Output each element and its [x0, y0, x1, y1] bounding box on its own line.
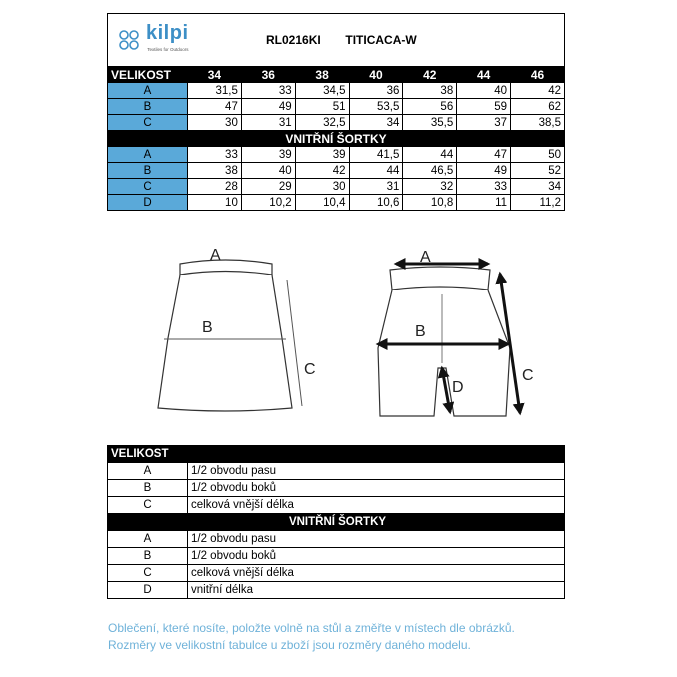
shorts-label-a: A [420, 249, 431, 266]
measure-value: 11,2 [511, 195, 565, 211]
brand-logo [108, 21, 236, 57]
legend-row [108, 565, 565, 582]
shorts-waistband [390, 267, 490, 290]
legend-main-rows [108, 463, 565, 514]
measure-value: 31 [349, 179, 403, 195]
measure-value: 10,8 [403, 195, 457, 211]
inner-measure-rows [108, 147, 565, 211]
measure-value: 10,4 [295, 195, 349, 211]
legend-inner-rows [108, 531, 565, 599]
measure-value: 44 [403, 147, 457, 163]
legend-description: 1/2 obvodu boků [188, 480, 565, 497]
legend-header [108, 446, 565, 463]
legend-inner-header [108, 514, 565, 531]
table-row [108, 147, 565, 163]
measure-value: 32 [403, 179, 457, 195]
measure-value: 47 [457, 147, 511, 163]
measure-label: D [108, 195, 188, 211]
measure-value: 44 [349, 163, 403, 179]
legend-table [107, 445, 565, 599]
table-row [108, 163, 565, 179]
measure-value: 36 [349, 83, 403, 99]
table-row [108, 195, 565, 211]
measure-value: 51 [295, 99, 349, 115]
measure-value: 30 [295, 179, 349, 195]
measure-value: 56 [403, 99, 457, 115]
measure-value: 33 [457, 179, 511, 195]
legend-label: C [108, 565, 188, 582]
table-row [108, 99, 565, 115]
measure-value: 40 [457, 83, 511, 99]
measure-label: A [108, 147, 188, 163]
measure-value: 38 [403, 83, 457, 99]
shorts-body [378, 290, 510, 416]
legend-row [108, 497, 565, 514]
size-cell: 46 [511, 67, 565, 83]
legend-label: B [108, 548, 188, 565]
measure-value: 31 [241, 115, 295, 131]
measure-label: C [108, 179, 188, 195]
measure-value: 34 [511, 179, 565, 195]
measure-value: 30 [188, 115, 242, 131]
legend-label: A [108, 463, 188, 480]
table-row [108, 179, 565, 195]
size-header-label: VELIKOST [108, 67, 188, 83]
measure-value: 32,5 [295, 115, 349, 131]
measure-value: 52 [511, 163, 565, 179]
measure-value: 38,5 [511, 115, 565, 131]
legend-row [108, 582, 565, 599]
shorts-label-b: B [415, 323, 426, 340]
size-cell: 38 [295, 67, 349, 83]
size-cell: 42 [403, 67, 457, 83]
skirt-label-b: B [202, 319, 213, 336]
measure-value: 42 [295, 163, 349, 179]
legend-description: 1/2 obvodu pasu [188, 463, 565, 480]
legend-label: D [108, 582, 188, 599]
measure-value: 53,5 [349, 99, 403, 115]
legend-header-label: VELIKOST [108, 446, 565, 463]
measure-value: 49 [457, 163, 511, 179]
skirt-label-a: A [210, 247, 221, 264]
measurement-drawings [150, 238, 550, 428]
measure-label: B [108, 163, 188, 179]
measure-value: 29 [241, 179, 295, 195]
skirt-waistband [180, 260, 272, 275]
model-code: RL0216KI [266, 33, 321, 47]
measure-label: C [108, 115, 188, 131]
legend-description: 1/2 obvodu pasu [188, 531, 565, 548]
skirt-body [158, 275, 292, 411]
measure-value: 41,5 [349, 147, 403, 163]
model-name: TITICACA-W [345, 33, 417, 47]
legend-row [108, 548, 565, 565]
measure-label: B [108, 99, 188, 115]
sizes-row [108, 67, 565, 83]
inner-shorts-header [108, 131, 565, 147]
brand-tagline: Textiles for Outdoors [147, 46, 189, 52]
kilpi-logo-icon [116, 27, 142, 53]
legend-label: B [108, 480, 188, 497]
legend-description: 1/2 obvodu boků [188, 548, 565, 565]
measure-value: 38 [188, 163, 242, 179]
measure-value: 39 [241, 147, 295, 163]
measure-value: 33 [241, 83, 295, 99]
measure-value: 34 [349, 115, 403, 131]
shorts-drawing [378, 249, 534, 416]
skirt-drawing [158, 247, 316, 411]
brand-name: kilpi [146, 21, 189, 44]
shorts-label-c: C [522, 367, 534, 384]
measure-label: A [108, 83, 188, 99]
table-row [108, 83, 565, 99]
legend-description: vnitřní délka [188, 582, 565, 599]
table-header [108, 14, 565, 67]
legend-row [108, 531, 565, 548]
measure-value: 31,5 [188, 83, 242, 99]
size-cell: 40 [349, 67, 403, 83]
size-table [107, 13, 565, 211]
measure-value: 62 [511, 99, 565, 115]
footer-line-1: Oblečení, které nosíte, položte volně na stůl a změřte v místech dle obrázků. [108, 621, 515, 635]
measure-value: 40 [241, 163, 295, 179]
size-cell: 34 [188, 67, 242, 83]
legend-row [108, 463, 565, 480]
measure-value: 10,6 [349, 195, 403, 211]
measure-value: 10 [188, 195, 242, 211]
measure-value: 37 [457, 115, 511, 131]
legend-description: celková vnější délka [188, 565, 565, 582]
inner-shorts-label: VNITŘNÍ ŠORTKY [108, 131, 565, 147]
measure-value: 39 [295, 147, 349, 163]
legend-label: C [108, 497, 188, 514]
measure-value: 42 [511, 83, 565, 99]
measure-value: 11 [457, 195, 511, 211]
size-cell: 44 [457, 67, 511, 83]
measure-value: 10,2 [241, 195, 295, 211]
measure-value: 28 [188, 179, 242, 195]
table-row [108, 115, 565, 131]
measure-value: 47 [188, 99, 242, 115]
legend-row [108, 480, 565, 497]
measure-value: 46,5 [403, 163, 457, 179]
legend-label: A [108, 531, 188, 548]
measure-value: 34,5 [295, 83, 349, 99]
size-cell: 36 [241, 67, 295, 83]
footer-line-2: Rozměry ve velikostní tabulce u zboží jsou rozměry daného modelu. [108, 638, 471, 652]
measure-value: 33 [188, 147, 242, 163]
measure-value: 49 [241, 99, 295, 115]
measure-value: 50 [511, 147, 565, 163]
skirt-label-c: C [304, 361, 316, 378]
legend-inner-label: VNITŘNÍ ŠORTKY [108, 514, 565, 531]
measure-value: 59 [457, 99, 511, 115]
legend-description: celková vnější délka [188, 497, 565, 514]
shorts-label-d: D [452, 379, 464, 396]
measure-value: 35,5 [403, 115, 457, 131]
footer-note [108, 620, 578, 654]
main-measure-rows [108, 83, 565, 131]
